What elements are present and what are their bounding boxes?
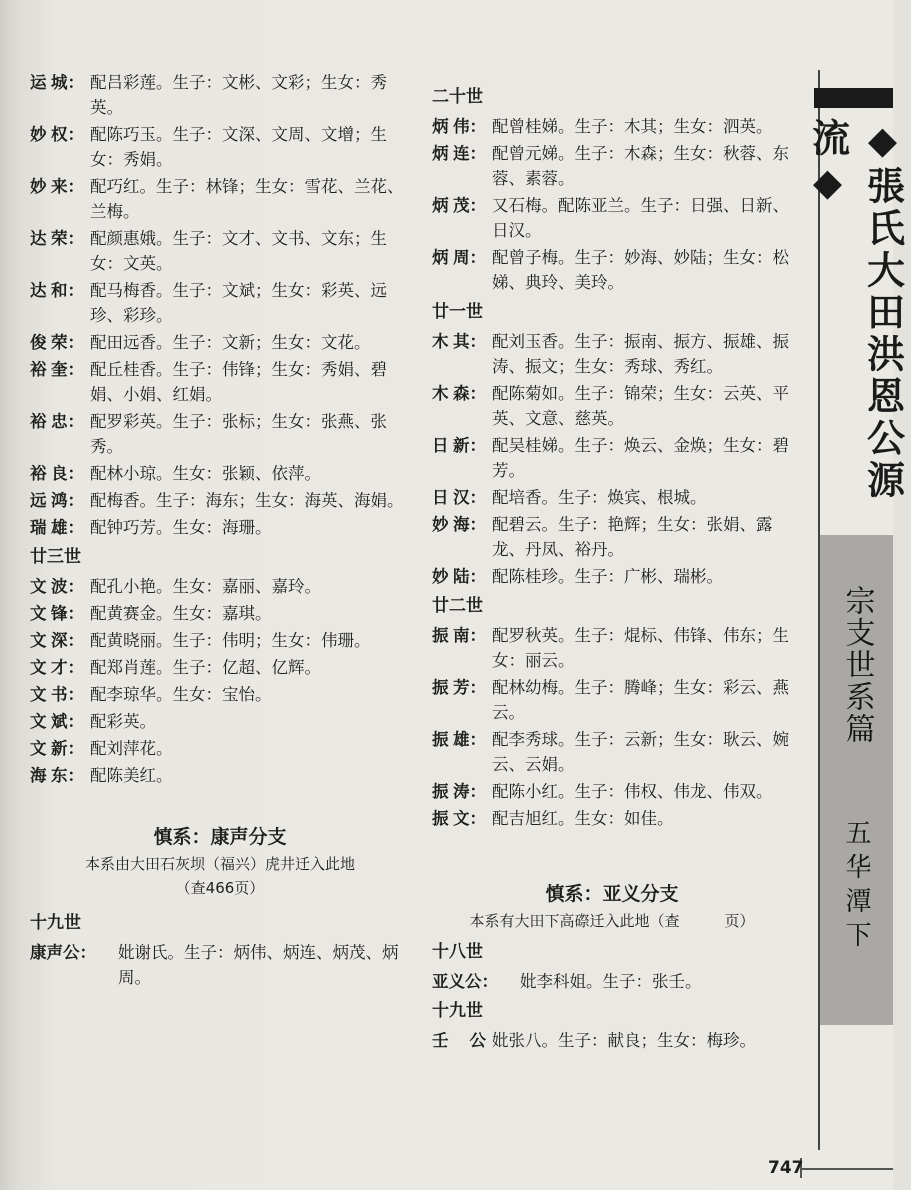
name-char: 远 — [30, 491, 47, 510]
entry-text: 配刘玉香。生子：振南、振方、振雄、振涛、振文；生女：秀球、秀红。 — [492, 332, 789, 376]
entry-name — [432, 433, 492, 458]
genealogy-entry — [30, 628, 410, 653]
name-char: 文： — [453, 806, 486, 831]
right-column — [432, 84, 792, 1055]
name-colon: ： — [469, 384, 486, 403]
entry-name — [432, 806, 492, 831]
entry-name: 康声公： — [30, 943, 96, 962]
name-char: 妙 — [432, 515, 449, 534]
name-char: 壬 — [432, 1031, 449, 1050]
generation-heading: 二十世 — [432, 87, 483, 107]
entry-name — [432, 564, 492, 589]
genealogy-entry — [432, 779, 792, 804]
name-char: 新： — [453, 433, 486, 458]
genealogy-entry — [30, 763, 410, 788]
name-colon: ： — [67, 518, 84, 537]
name-colon: ： — [469, 730, 486, 749]
genealogy-entry — [30, 515, 410, 540]
name-char: 陆： — [453, 564, 486, 589]
entry-name — [30, 357, 90, 382]
entry-name — [30, 628, 90, 653]
entry-text: 配丘桂香。生子：伟锋；生女：秀娟、碧娟、小娟、红娟。 — [90, 360, 387, 404]
name-colon: ： — [469, 515, 486, 534]
name-char: 瑞 — [30, 518, 47, 537]
entry-text: 配陈菊如。生子：锦荣；生女：云英、平英、文意、慈英。 — [492, 384, 789, 428]
name-char: 振 — [432, 626, 449, 645]
genealogy-entry — [30, 357, 410, 407]
name-colon: ： — [67, 739, 84, 758]
name-char: 文 — [30, 712, 47, 731]
name-char: 俊 — [30, 333, 47, 352]
entry-text: 配陈桂珍。生子：广彬、瑞彬。 — [492, 567, 723, 586]
entry-name — [432, 727, 492, 752]
genealogy-entry — [432, 675, 792, 725]
branch-note-ref: （查466页） — [175, 879, 265, 897]
name-char: 文 — [30, 739, 47, 758]
name-char: 南： — [453, 623, 486, 648]
entry-text: 配陈巧玉。生子：文深、文周、文增；生女：秀娟。 — [90, 125, 387, 169]
genealogy-entry — [432, 329, 792, 379]
genealogy-entry — [30, 330, 410, 355]
entry-name — [30, 122, 90, 147]
entry-name — [30, 515, 90, 540]
entry-text: 配孔小艳。生女：嘉丽、嘉玲。 — [90, 577, 321, 596]
name-char: 妙 — [30, 177, 47, 196]
name-char: 炳 — [432, 117, 449, 136]
name-char: 裕 — [30, 464, 47, 483]
footer-rule — [800, 1168, 893, 1170]
entry-name — [432, 779, 492, 804]
entry-name — [30, 70, 90, 95]
entry-text: 配梅香。生子：海东；生女：海英、海娟。 — [90, 491, 404, 510]
genealogy-entry — [432, 193, 792, 243]
generation-heading: 廿二世 — [432, 596, 483, 616]
name-colon: ： — [67, 631, 84, 650]
name-char: 裕 — [30, 412, 47, 431]
name-char: 芳： — [453, 675, 486, 700]
subsection-title-vertical: 五华潭下 — [841, 819, 871, 955]
genealogy-entry — [30, 278, 410, 328]
name-colon: ： — [67, 333, 84, 352]
entry-text: 配李琼华。生女：宝怡。 — [90, 685, 272, 704]
name-char: 振 — [432, 678, 449, 697]
genealogy-entry — [30, 736, 410, 761]
entry-name — [432, 141, 492, 166]
branch-note: 本系由大田石灰坝（福兴）虎井迁入此地 — [84, 855, 355, 873]
name-colon: ： — [469, 144, 486, 163]
entry-name — [432, 114, 492, 139]
name-char: 雄： — [453, 727, 486, 752]
name-colon: ： — [67, 464, 84, 483]
entry-text: 又石梅。配陈亚兰。生子：日强、日新、日汉。 — [492, 196, 789, 240]
genealogy-entry — [432, 433, 792, 483]
genealogy-entry — [432, 969, 792, 994]
branch-header — [432, 879, 792, 933]
genealogy-entry — [30, 574, 410, 599]
name-char: 文 — [30, 631, 47, 650]
name-char: 才： — [51, 655, 84, 680]
name-char: 和： — [51, 278, 84, 303]
genealogy-entry — [432, 512, 792, 562]
genealogy-entry — [30, 122, 410, 172]
entry-text: 配陈美红。 — [90, 766, 173, 785]
name-char: 炳 — [432, 144, 449, 163]
name-colon: ： — [469, 436, 486, 455]
name-colon: ： — [67, 73, 84, 92]
name-colon: ： — [469, 626, 486, 645]
book-title-vertical: ◆張氏大田洪恩公源流◆ — [805, 118, 905, 502]
entry-text: 配颜惠娥。生子：文才、文书、文东；生女：文英。 — [90, 229, 387, 273]
name-char: 锋： — [51, 601, 84, 626]
entry-name — [30, 601, 90, 626]
entry-name — [30, 226, 90, 251]
genealogy-entry — [432, 727, 792, 777]
generation-heading: 十九世 — [432, 1001, 483, 1021]
name-char: 奎： — [51, 357, 84, 382]
name-char: 森： — [453, 381, 486, 406]
entry-text: 配黄赛金。生女：嘉琪。 — [90, 604, 272, 623]
genealogy-entry — [30, 488, 410, 513]
name-char: 妙 — [432, 567, 449, 586]
entry-name — [30, 488, 90, 513]
genealogy-entry — [432, 245, 792, 295]
entry-text: 配黄晓丽。生子：伟明；生女：伟珊。 — [90, 631, 371, 650]
name-colon: ： — [67, 229, 84, 248]
name-char: 城： — [51, 70, 84, 95]
name-char: 振 — [432, 782, 449, 801]
name-char: 荣： — [51, 226, 84, 251]
generation-heading: 廿三世 — [30, 547, 81, 567]
name-char: 连： — [453, 141, 486, 166]
name-char: 海 — [30, 766, 47, 785]
entry-name — [30, 574, 90, 599]
name-char: 伟： — [453, 114, 486, 139]
name-char: 书： — [51, 682, 84, 707]
entry-name — [30, 709, 90, 734]
name-colon: ： — [67, 412, 84, 431]
entry-text: 配罗彩英。生子：张标；生女：张燕、张秀。 — [90, 412, 387, 456]
entry-name — [30, 461, 90, 486]
name-char: 炳 — [432, 248, 449, 267]
name-colon: ： — [469, 332, 486, 351]
name-char: 运 — [30, 73, 47, 92]
name-char: 妙 — [30, 125, 47, 144]
name-colon: ： — [67, 577, 84, 596]
entry-name — [432, 245, 492, 270]
name-char: 周： — [453, 245, 486, 270]
margin-black-bar — [814, 88, 893, 108]
name-char: 木 — [432, 384, 449, 403]
name-colon: ： — [469, 488, 486, 507]
name-char: 深： — [51, 628, 84, 653]
name-char: 涛： — [453, 779, 486, 804]
name-char: 振 — [432, 730, 449, 749]
entry-text: 配曾子梅。生子：妙海、妙陆；生女：松娣、典玲、美玲。 — [492, 248, 789, 292]
name-char: 汉： — [453, 485, 486, 510]
genealogy-entry — [432, 381, 792, 431]
name-colon: ： — [469, 809, 486, 828]
name-char: 日 — [432, 436, 449, 455]
name-char: 荣： — [51, 330, 84, 355]
name-char: 裕 — [30, 360, 47, 379]
entry-name — [432, 1028, 492, 1053]
name-char: 雄： — [51, 515, 84, 540]
genealogy-entry — [30, 226, 410, 276]
name-char: 茂： — [453, 193, 486, 218]
name-char: 炳 — [432, 196, 449, 215]
branch-title: 慎系：康声分支 — [153, 826, 287, 848]
name-char: 文 — [30, 658, 47, 677]
genealogy-entry — [432, 114, 792, 139]
name-char: 文 — [30, 577, 47, 596]
generation-heading: 十九世 — [30, 913, 81, 933]
entry-text: 配吕彩莲。生子：文彬、文彩；生女：秀英。 — [90, 73, 387, 117]
name-colon: ： — [469, 678, 486, 697]
name-char: 振 — [432, 809, 449, 828]
genealogy-entry — [432, 485, 792, 510]
entry-text: 配罗秋英。生子：焜标、伟锋、伟东；生女：丽云。 — [492, 626, 789, 670]
genealogy-entry — [30, 601, 410, 626]
entry-text: 妣谢氏。生子：炳伟、炳连、炳茂、炳周。 — [118, 943, 399, 987]
entry-text: 配吉旭红。生女：如佳。 — [492, 809, 674, 828]
entry-name — [30, 736, 90, 761]
name-char: 良： — [51, 461, 84, 486]
genealogy-entry — [432, 806, 792, 831]
name-char: 斌： — [51, 709, 84, 734]
generation-heading: 廿一世 — [432, 302, 483, 322]
entry-text: 配郑肖莲。生子：亿超、亿辉。 — [90, 658, 321, 677]
name-char: 来： — [51, 174, 84, 199]
entry-text: 配刘萍花。 — [90, 739, 173, 758]
name-char: 波： — [51, 574, 84, 599]
name-char: 文 — [30, 604, 47, 623]
entry-name — [432, 623, 492, 648]
page-number: 747 — [768, 1158, 804, 1178]
branch-title: 慎系：亚义分支 — [545, 883, 679, 905]
name-colon: ： — [67, 281, 84, 300]
name-char: 木 — [432, 332, 449, 351]
name-colon: ： — [67, 360, 84, 379]
entry-text: 配曾桂娣。生子：木其；生女：泗英。 — [492, 117, 773, 136]
entry-text: 配吴桂娣。生子：焕云、金焕；生女：碧芳。 — [492, 436, 789, 480]
entry-text: 配培香。生子：焕宾、根城。 — [492, 488, 707, 507]
name-char: 权： — [51, 122, 84, 147]
entry-name — [432, 485, 492, 510]
entry-name — [432, 512, 492, 537]
name-colon: ： — [67, 712, 84, 731]
name-colon: ： — [469, 196, 486, 215]
entry-text: 妣张八。生子：献良；生女：梅珍。 — [492, 1031, 756, 1050]
entry-name — [30, 278, 90, 303]
genealogy-entry — [30, 461, 410, 486]
genealogy-entry — [30, 174, 410, 224]
entry-text: 配彩英。 — [90, 712, 156, 731]
name-char: 公 — [469, 1031, 486, 1050]
name-char: 鸿： — [51, 488, 84, 513]
name-char: 东： — [51, 763, 84, 788]
name-colon: ： — [469, 248, 486, 267]
entry-text: 配林幼梅。生子：腾峰；生女：彩云、燕云。 — [492, 678, 789, 722]
branch-header — [30, 822, 410, 900]
name-char: 达 — [30, 229, 47, 248]
entry-text: 配马梅香。生子：文斌；生女：彩英、远珍、彩珍。 — [90, 281, 387, 325]
name-char: 其： — [453, 329, 486, 354]
name-colon: ： — [67, 766, 84, 785]
entry-text: 配巧红。生子：林锋；生女：雪花、兰花、兰梅。 — [90, 177, 404, 221]
genealogy-entry — [432, 141, 792, 191]
entry-text: 妣李科姐。生子：张壬。 — [520, 972, 702, 991]
name-colon: ： — [67, 685, 84, 704]
entry-name — [30, 174, 90, 199]
name-colon: ： — [67, 491, 84, 510]
genealogy-entry — [432, 564, 792, 589]
name-char: 新： — [51, 736, 84, 761]
name-char: 日 — [432, 488, 449, 507]
genealogy-entry — [30, 70, 410, 120]
entry-text: 配林小琼。生女：张颖、依萍。 — [90, 464, 321, 483]
entry-name — [30, 682, 90, 707]
entry-text: 配李秀球。生子：云新；生女：耿云、婉云、云娟。 — [492, 730, 789, 774]
name-char: 达 — [30, 281, 47, 300]
entry-name — [30, 655, 90, 680]
entry-name — [30, 763, 90, 788]
entry-name: 亚义公： — [432, 972, 498, 991]
name-char: 忠： — [51, 409, 84, 434]
genealogy-entry — [30, 682, 410, 707]
entry-name — [30, 409, 90, 434]
name-colon: ： — [67, 177, 84, 196]
name-colon: ： — [469, 782, 486, 801]
entry-text: 配钟巧芳。生女：海珊。 — [90, 518, 272, 537]
entry-text: 配陈小红。生子：伟权、伟龙、伟双。 — [492, 782, 773, 801]
name-colon: ： — [67, 125, 84, 144]
genealogy-entry — [432, 1028, 792, 1053]
name-colon: ： — [469, 117, 486, 136]
entry-name — [432, 193, 492, 218]
entry-text: 配田远香。生子：文新；生女：文花。 — [90, 333, 371, 352]
name-colon: ： — [469, 567, 486, 586]
genealogy-entry — [30, 940, 410, 990]
name-colon: ： — [67, 604, 84, 623]
entry-name — [432, 381, 492, 406]
genealogy-entry — [30, 655, 410, 680]
genealogy-entry — [30, 709, 410, 734]
left-column — [30, 70, 410, 992]
name-char: 海： — [453, 512, 486, 537]
section-title-vertical: 宗支世系篇 — [839, 585, 875, 745]
name-char: 文 — [30, 685, 47, 704]
genealogy-entry — [432, 623, 792, 673]
genealogy-entry — [30, 409, 410, 459]
generation-heading: 十八世 — [432, 942, 483, 962]
entry-name — [432, 675, 492, 700]
branch-note: 本系有大田下高磜迁入此地（查 页） — [469, 912, 755, 930]
entry-text: 配碧云。生子：艳辉；生女：张娟、露龙、丹凤、裕丹。 — [492, 515, 773, 559]
entry-text: 配曾元娣。生子：木森；生女：秋蓉、东蓉、素蓉。 — [492, 144, 789, 188]
name-colon: ： — [67, 658, 84, 677]
entry-name — [432, 329, 492, 354]
entry-name — [30, 330, 90, 355]
